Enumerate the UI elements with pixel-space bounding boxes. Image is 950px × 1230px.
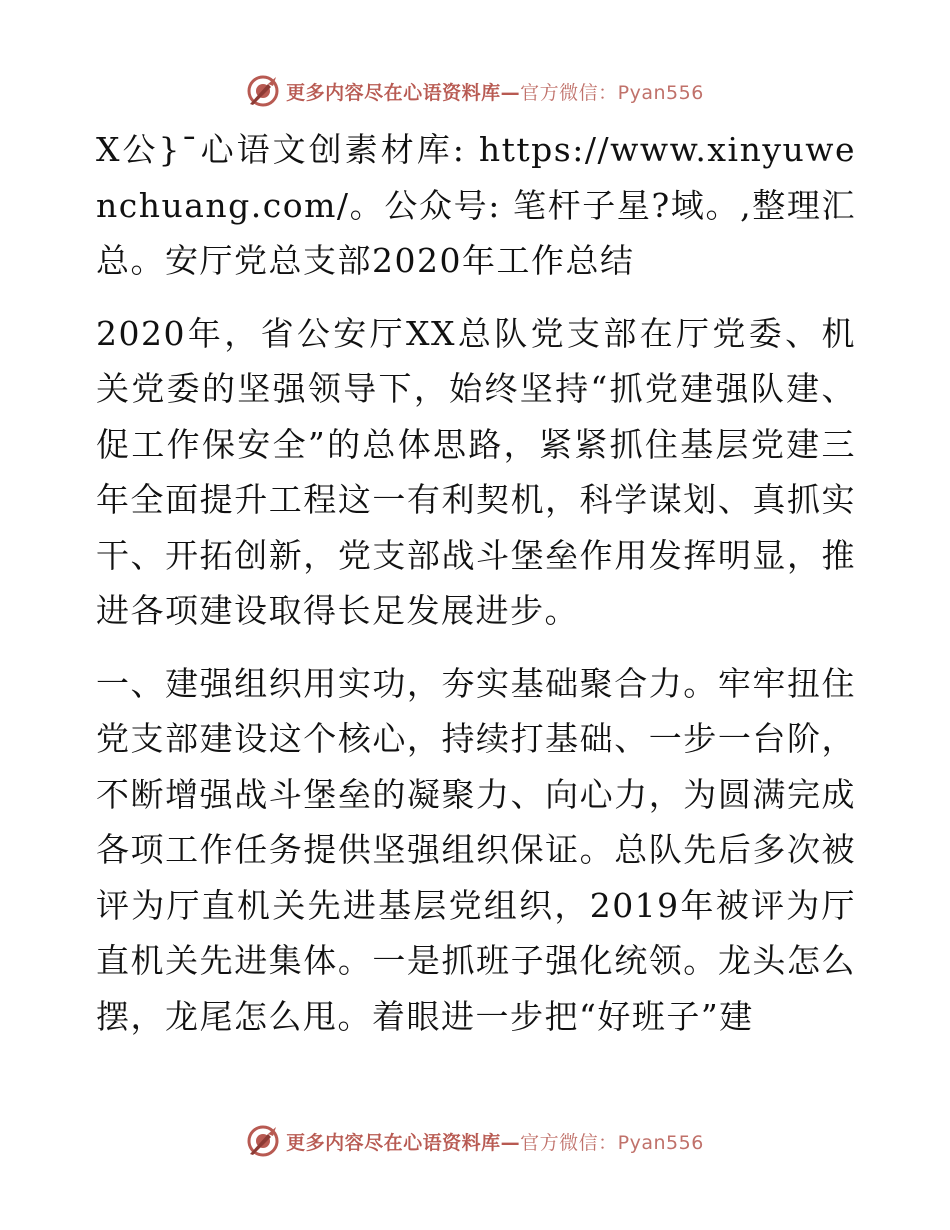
watermark-footer — [0, 1121, 950, 1161]
quill-logo-icon — [246, 1124, 280, 1158]
paragraph-source-title: X公}¯心语文创素材库: https://www.xinyuwenchuang.com/。公众号: 笔杆子星?域。,整理汇总。安厅党总支部2020年工作总结 — [96, 130, 856, 280]
paragraph-intro: 2020年，省公安厅XX总队党支部在厅党委、机关党委的坚强领导下，始终坚持“抓党建强队建、促工作保安全”的总体思路，紧紧抓住基层党建三年全面提升工程这一有利契机，科学谋划、真抓实干、开拓创新，党支部战斗堡垒作用发挥明显，推进各项建设取得长足发展进步。 — [96, 313, 856, 630]
watermark-main-text: 更多内容尽在心语资料库— — [286, 81, 521, 104]
quill-logo-icon — [246, 74, 280, 108]
watermark-text — [286, 1128, 704, 1155]
watermark-main-text: 更多内容尽在心语资料库— — [286, 1131, 521, 1154]
watermark-wechat-text: 官方微信：Pyan556 — [520, 81, 704, 104]
document-body — [96, 122, 856, 1044]
paragraph-section-one: 一、建强组织用实功，夯实基础聚合力。牢牢扭住党支部建设这个核心，持续打基础、一步一台阶，不断增强战斗堡垒的凝聚力、向心力，为圆满完成各项工作任务提供坚强组织保证。总队先后多次被评为厅直机关先进基层党组织，2019年被评为厅直机关先进集体。一是抓班子强化统领。龙头怎么摆，龙尾怎么甩。着眼进一步把“好班子”建 — [96, 663, 856, 1036]
watermark-wechat-text: 官方微信：Pyan556 — [520, 1131, 704, 1154]
watermark-text — [286, 78, 704, 105]
watermark-header — [0, 71, 950, 111]
